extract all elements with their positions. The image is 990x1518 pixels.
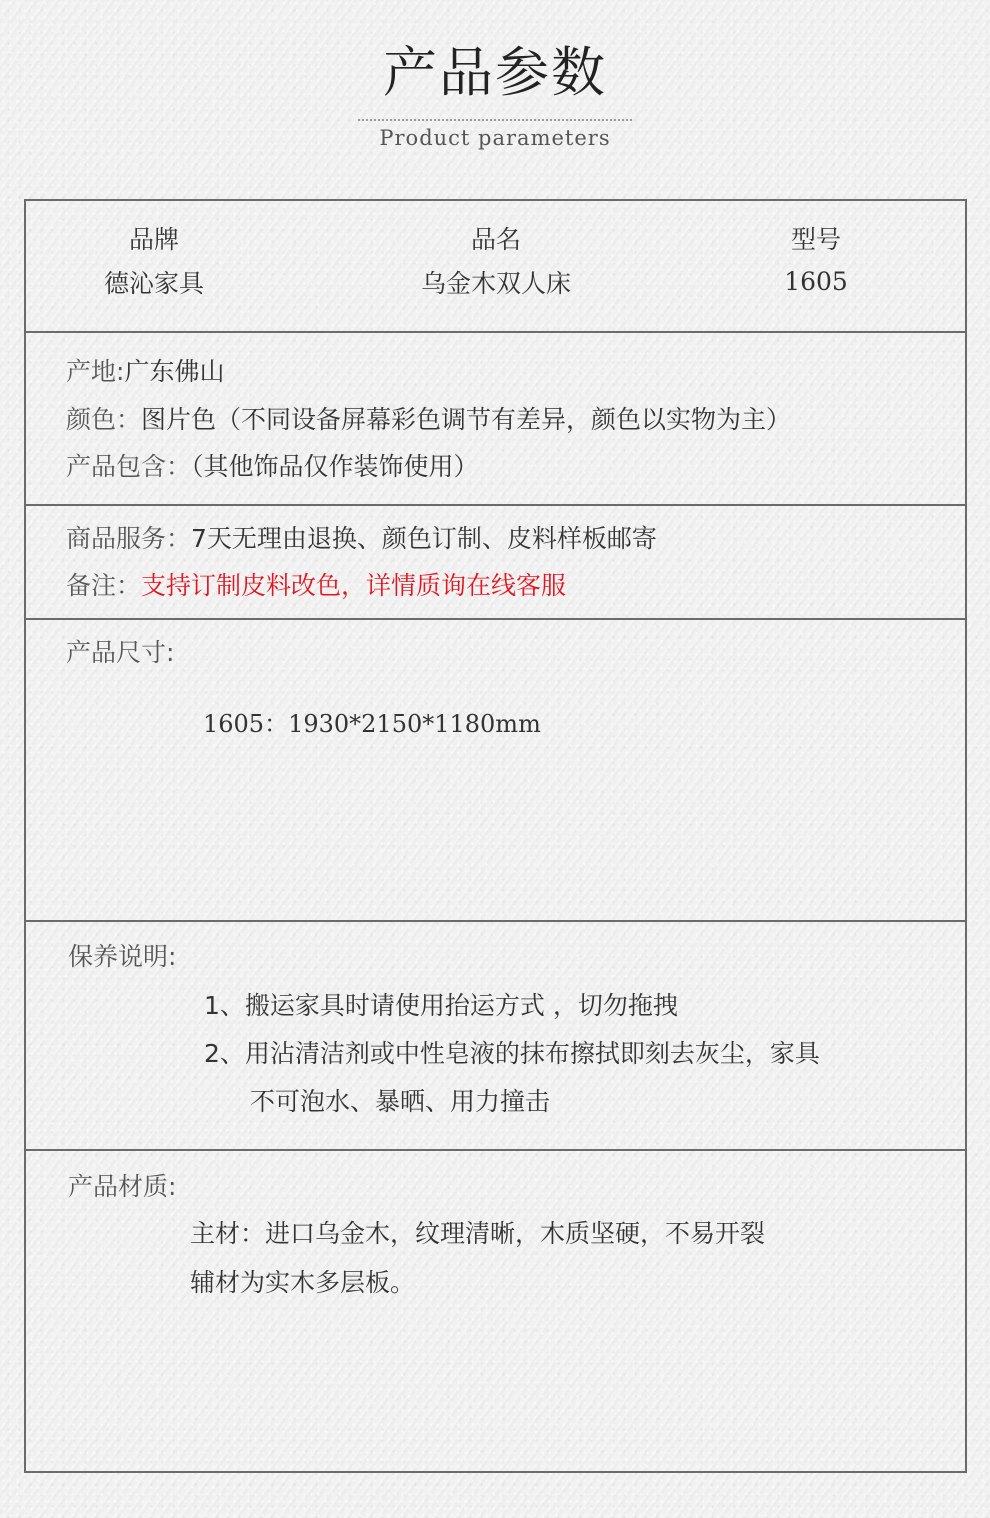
material-line-2: 辅材为实木多层板。 [190,1268,416,1297]
note-label: 备注： [66,571,142,600]
color-value: 图片色（不同设备屏幕彩色调节有差异，颜色以实物为主） [141,405,792,434]
origin-value: 广东佛山 [124,357,225,386]
color-label: 颜色： [66,405,142,434]
row-divider [26,504,965,506]
material-label: 产品材质: [68,1172,177,1201]
origin-line [66,355,224,389]
material-line-1: 主材：进口乌金木，纹理清晰，木质坚硬，不易开裂 [190,1219,766,1248]
care-label: 保养说明: [68,942,177,971]
origin-label: 产地: [66,357,125,386]
size-label: 产品尺寸: [66,638,175,667]
page-title: 产品参数 [383,41,607,104]
product-name-label: 品名 [470,225,521,254]
care-line-3: 不可泡水、暴晒、用力撞击 [250,1087,551,1116]
page-subtitle: Product parameters [379,126,611,150]
product-name-value: 乌金木双人床 [420,269,571,298]
brand-value: 德沁家具 [103,269,204,298]
brand-label: 品牌 [128,225,179,254]
service-line [66,522,657,556]
care-line-1: 1、搬运家具时请使用抬运方式 ，切勿拖拽 [204,991,678,1020]
includes-value: （其他饰品仅作装饰使用） [191,452,479,481]
parameters-table [24,199,967,1473]
note-value: 支持订制皮料改色，详情质询在线客服 [141,571,567,600]
size-value: 1605：1930*2150*1180mm [203,710,541,738]
care-line-2: 2、用沾清洁剂或中性皂液的抹布擦拭即刻去灰尘，家具 [204,1039,820,1068]
note-line [66,569,566,603]
model-label: 型号 [790,225,841,254]
includes-label: 产品包含： [66,452,192,481]
row-divider [26,331,965,333]
title-divider [358,119,632,121]
row-divider [26,618,965,620]
service-value: 7天无理由退换、颜色订制、皮料样板邮寄 [191,524,657,553]
color-line [66,403,791,437]
row-divider [26,1149,965,1151]
service-label: 商品服务： [66,524,192,553]
model-value: 1605 [784,267,848,296]
includes-line [66,450,479,484]
row-divider [26,920,965,922]
